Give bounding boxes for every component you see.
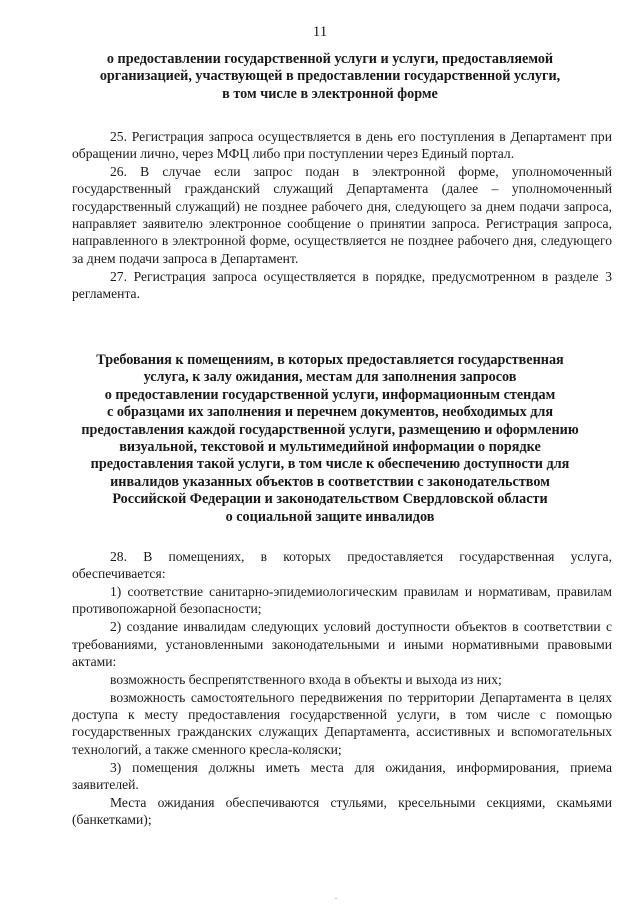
heading-line: инвалидов указанных объектов в соответствии с законодательством — [110, 473, 550, 490]
heading-line: предоставления такой услуги, в том числе к обеспечению доступности для — [90, 456, 570, 473]
paragraph-26: 26. В случае если запрос подан в электронной форме, уполномоченный государственный гражданский служащий Департамента (далее – уполномоченный государственный служащий) не позднее рабочего дня, следующего за днем подачи запроса, направляет заявителю электронное сообщение о принятии запроса. Регистрация запроса, направленного в электронной форме, осуществляется не позднее рабочего дня, следующего за днем подачи запроса в Департамент. — [72, 164, 612, 266]
list-item-2: 2) создание инвалидам следующих условий доступности объектов в соответствии с требованиями, установленными законодательными и иными нормативными правовыми актами: — [72, 619, 612, 669]
heading-line: в том числе в электронной форме — [222, 85, 438, 102]
heading-line: о предоставлении государственной услуги и услуги, предоставляемой — [106, 51, 554, 67]
section-heading-premises — [66, 352, 594, 526]
section-body-registration — [72, 128, 612, 303]
list-item-1: 1) соответствие санитарно-эпидемиологическим правилам и нормативам, правилам противопожарной безопасности; — [72, 584, 612, 617]
paragraph-waiting-places: Места ожидания обеспечиваются стульями, кресельными секциями, скамьями (банкетками); — [72, 794, 612, 828]
list-subitem-entry: возможность беспрепятственного входа в объекты и выхода из них; — [110, 671, 502, 687]
heading-line: визуальной, текстовой и мультимедийной информации о порядке — [119, 439, 541, 456]
list-subitem-movement: возможность самостоятельного передвижения по территории Департамента в целях доступа к месту предоставления государственной услуги, в том числе с помощью государственных гражданских служащих Департамента, ассистивных и вспомогательных технологий, а также сменного кресла-коляски; — [72, 689, 612, 757]
heading-line: Российской Федерации и законодательством Свердловской области — [112, 491, 548, 508]
page-number: 11 — [312, 24, 328, 40]
heading-line: услуга, к залу ожидания, местам для заполнения запросов — [143, 369, 517, 386]
section-heading-registration — [66, 51, 594, 103]
heading-line: организацией, участвующей в предоставлении государственной услуги, — [99, 68, 561, 85]
heading-line: Требования к помещениям, в которых предоставляется государственная — [96, 352, 564, 368]
paragraph-28: 28. В помещениях, в которых предоставляется государственная услуга, обеспечивается: — [72, 549, 612, 582]
heading-line: о социальной защите инвалидов — [225, 508, 435, 525]
paragraph-27: 27. Регистрация запроса осуществляется в порядке, предусмотренном в разделе 3 регламента. — [72, 268, 612, 301]
footer-mark: . — [335, 892, 337, 901]
section-body-premises — [72, 548, 612, 829]
heading-line: с образцами их заполнения и перечнем документов, необходимых для — [106, 404, 554, 421]
list-item-3: 3) помещения должны иметь места для ожидания, информирования, приема заявителей. — [72, 759, 612, 792]
heading-line: предоставления каждой государственной услуги, размещению и оформлению — [81, 421, 579, 438]
paragraph-25: 25. Регистрация запроса осуществляется в день его поступления в Департамент при обращении лично, через МФЦ либо при поступлении через Единый портал. — [72, 129, 612, 162]
heading-line: о предоставлении государственной услуги, информационным стендам — [104, 386, 556, 403]
